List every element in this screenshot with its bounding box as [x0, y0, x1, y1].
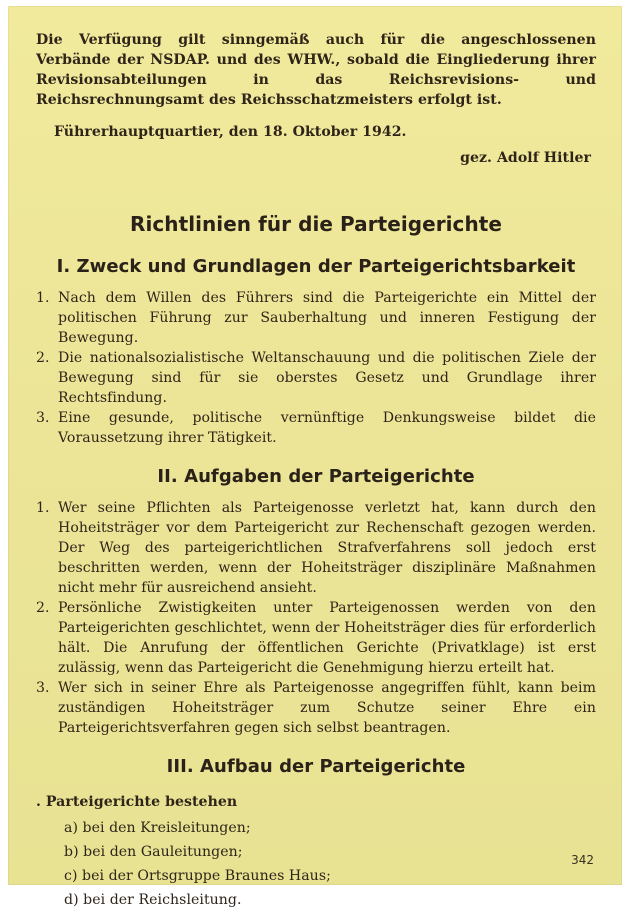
- item-number: 1.: [36, 290, 50, 306]
- main-title: Richtlinien für die Parteigerichte: [130, 212, 502, 236]
- section-title-aufgaben: II. Aufgaben der Parteigerichte: [157, 466, 475, 487]
- subitem-d: d) bei der Reichsleitung.: [64, 892, 242, 908]
- section-zweck-item-2: [36, 348, 596, 408]
- item-text: Wer seine Pflichten als Parteigenosse verletzt hat, kann durch den Hoheitsträger vor dem Parteigericht zur Rechenschaft gezogen werden. Der Weg des parteigerichtlichen Strafverfahrens soll jedoch erst beschritten werden, wenn der Hoheitsträger disziplinäre Maßnahmen nicht mehr für ausreichend ansieht.: [58, 500, 596, 596]
- section-aufgaben-item-1: [36, 498, 596, 598]
- location-date: Führerhauptquartier, den 18. Oktober 1942.: [54, 124, 407, 140]
- section-aufbau-lead: . Parteigerichte bestehen: [36, 794, 238, 810]
- document-content: [36, 30, 596, 914]
- item-number: 2.: [36, 600, 50, 616]
- item-text: Nach dem Willen des Führers sind die Parteigerichte ein Mittel der politischen Führung zur Sauberhaltung und inneren Festigung der Bewegung.: [58, 290, 596, 346]
- page-number: 342: [571, 853, 594, 867]
- document-page: [8, 6, 622, 908]
- section-title-aufbau: III. Aufbau der Parteigerichte: [166, 756, 466, 777]
- item-number: 3.: [36, 680, 50, 696]
- section-zweck-item-3: [36, 408, 596, 448]
- section-list-zweck: [36, 288, 596, 448]
- section-aufbau: [36, 754, 596, 910]
- section-title-zweck: I. Zweck und Grundlagen der Parteigerichtsbarkeit: [56, 256, 576, 277]
- item-number: 2.: [36, 350, 50, 366]
- item-number: 1.: [36, 500, 50, 516]
- item-number: 3.: [36, 410, 50, 426]
- section-aufbau-subitems: [36, 818, 596, 910]
- signature: gez. Adolf Hitler: [460, 150, 591, 166]
- subitem-b: b) bei den Gauleitungen;: [64, 844, 243, 860]
- item-text: Persönliche Zwistigkeiten unter Parteigenossen werden von den Parteigerichten geschlichtet, wenn der Hoheitsträger dies für erforderlich hält. Die Anrufung der öffentlichen Gerichte (Privatklage) ist erst zulässig, wenn das Parteigericht die Genehmigung hierzu erteilt hat.: [58, 600, 596, 676]
- section-list-aufgaben: [36, 498, 596, 738]
- item-text: Die nationalsozialistische Weltanschauung und die politischen Ziele der Bewegung sind für sie oberstes Gesetz und Grundlage ihrer Rechtsfindung.: [58, 350, 596, 406]
- item-text: Eine gesunde, politische vernünftige Denkungsweise bildet die Voraussetzung ihrer Tätigkeit.: [58, 410, 596, 446]
- section-aufgaben: [36, 464, 596, 738]
- subitem-c: c) bei der Ortsgruppe Braunes Haus;: [64, 868, 331, 884]
- subitem-a: a) bei den Kreisleitungen;: [64, 820, 251, 836]
- section-aufgaben-item-3: [36, 678, 596, 738]
- item-text: Wer sich in seiner Ehre als Parteigenosse angegriffen fühlt, kann beim zuständigen Hoheitsträger zum Schutze seiner Ehre ein Parteigerichtsverfahren gegen sich selbst beantragen.: [58, 680, 596, 736]
- section-zweck-item-1: [36, 288, 596, 348]
- section-zweck: [36, 254, 596, 448]
- intro-paragraph: Die Verfügung gilt sinngemäß auch für die angeschlossenen Verbände der NSDAP. und des WHW., sobald die Eingliederung ihrer Revisionsabteilungen in das Reichsrevisions- und Reichsrechnungsamt des Reichsschatzmeisters erfolgt ist.: [36, 32, 596, 108]
- section-aufgaben-item-2: [36, 598, 596, 678]
